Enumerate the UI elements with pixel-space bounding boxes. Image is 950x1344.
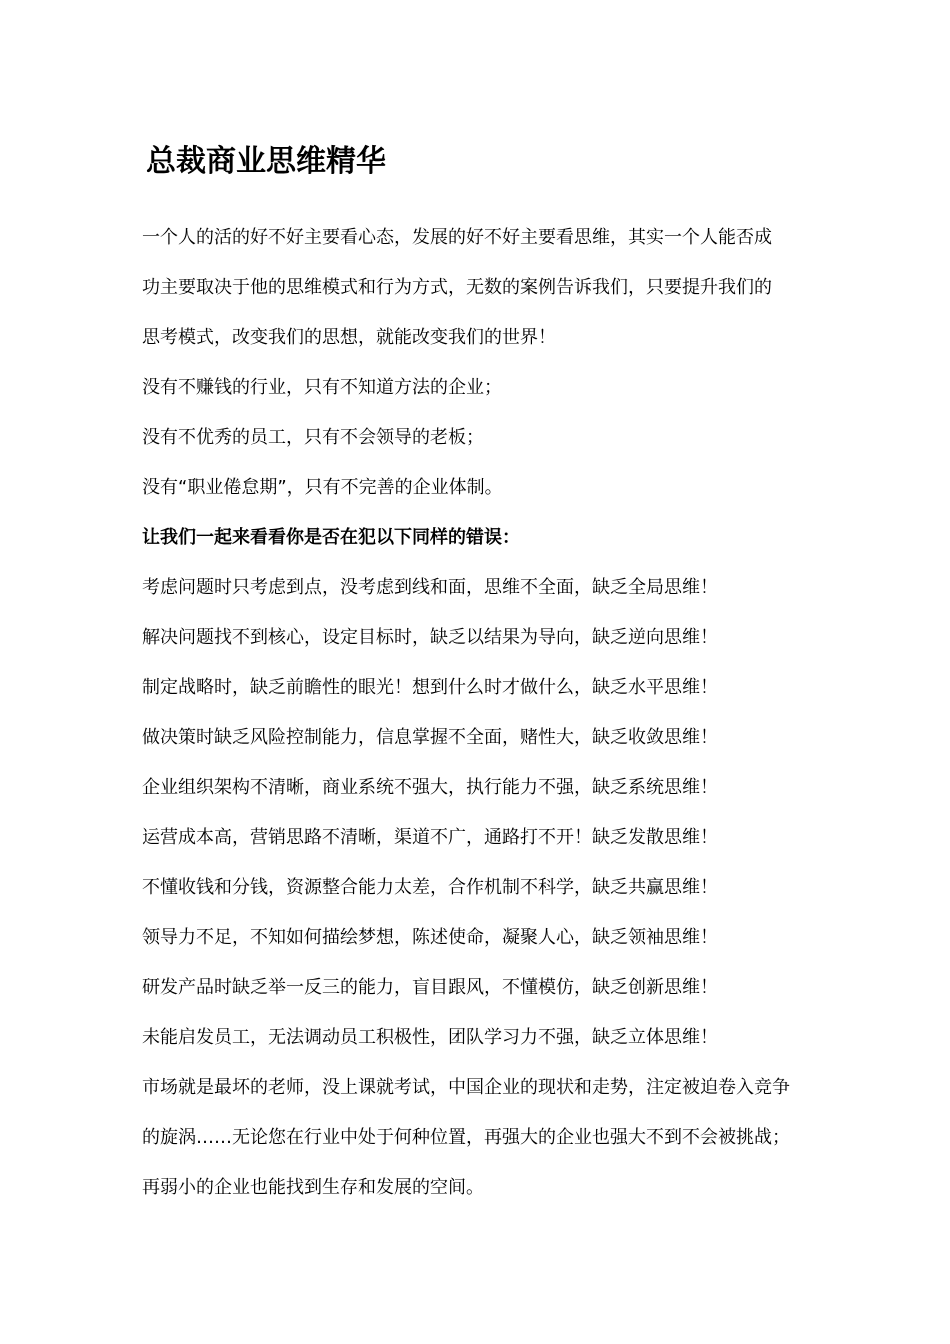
document-body <box>142 213 822 1213</box>
list-item: 研发产品时缺乏举一反三的能力，盲目跟风，不懂模仿，缺乏创新思维！ <box>142 977 718 998</box>
list-item: 不懂收钱和分钱，资源整合能力太差，合作机制不科学，缺乏共赢思维！ <box>142 877 718 898</box>
paragraph-line: 没有不赚钱的行业，只有不知道方法的企业； <box>142 377 502 398</box>
list-item: 考虑问题时只考虑到点，没考虑到线和面，思维不全面，缺乏全局思维！ <box>142 577 718 598</box>
paragraph-line: 没有不优秀的员工，只有不会领导的老板； <box>142 427 484 448</box>
paragraph-line: 的旋涡……无论您在行业中处于何种位置，再强大的企业也强大不到不会被挑战； <box>142 1127 790 1148</box>
paragraph-line: 没有“职业倦怠期”，只有不完善的企业体制。 <box>142 477 503 498</box>
document-title: 总裁商业思维精华 <box>146 144 386 179</box>
section-heading: 让我们一起来看看你是否在犯以下同样的错误： <box>142 527 520 548</box>
paragraph-line: 功主要取决于他的思维模式和行为方式，无数的案例告诉我们，只要提升我们的 <box>142 277 772 298</box>
list-item: 制定战略时，缺乏前瞻性的眼光！想到什么时才做什么，缺乏水平思维！ <box>142 677 718 698</box>
list-item: 做决策时缺乏风险控制能力，信息掌握不全面，赌性大，缺乏收敛思维！ <box>142 727 718 748</box>
list-item: 运营成本高，营销思路不清晰，渠道不广，通路打不开！缺乏发散思维！ <box>142 827 718 848</box>
paragraph-line: 一个人的活的好不好主要看心态，发展的好不好主要看思维，其实一个人能否成 <box>142 227 772 248</box>
list-item: 未能启发员工，无法调动员工积极性，团队学习力不强，缺乏立体思维！ <box>142 1027 718 1048</box>
list-item: 领导力不足，不知如何描绘梦想，陈述使命，凝聚人心，缺乏领袖思维！ <box>142 927 718 948</box>
paragraph-line: 思考模式，改变我们的思想，就能改变我们的世界！ <box>142 327 556 348</box>
list-item: 解决问题找不到核心，设定目标时，缺乏以结果为导向，缺乏逆向思维！ <box>142 627 718 648</box>
paragraph-line: 市场就是最坏的老师，没上课就考试，中国企业的现状和走势，注定被迫卷入竞争 <box>142 1077 790 1098</box>
paragraph-line: 再弱小的企业也能找到生存和发展的空间。 <box>142 1177 484 1198</box>
list-item: 企业组织架构不清晰，商业系统不强大，执行能力不强，缺乏系统思维！ <box>142 777 718 798</box>
